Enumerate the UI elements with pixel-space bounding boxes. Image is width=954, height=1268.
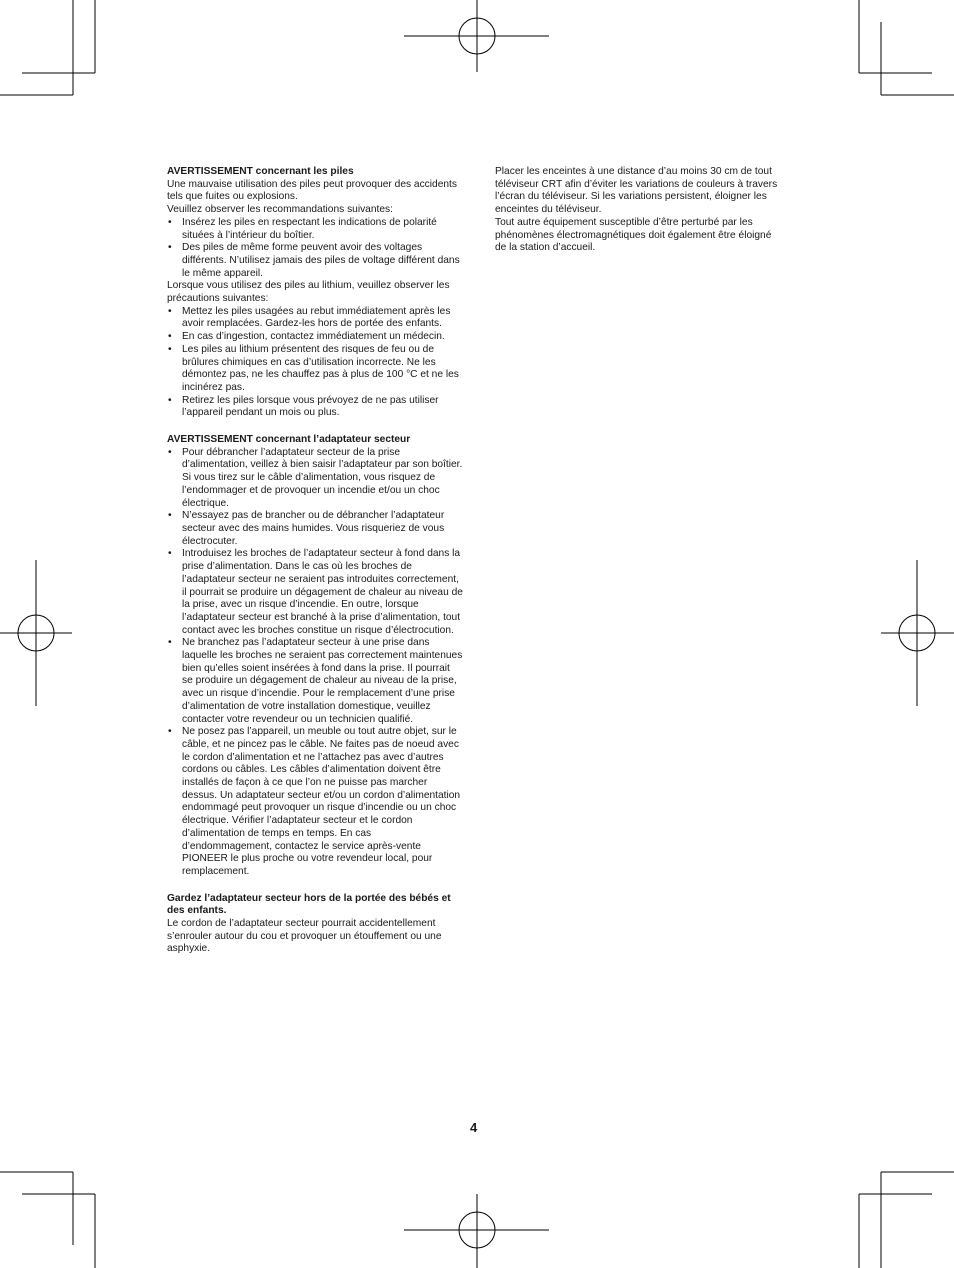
- battery-list: [167, 217, 463, 281]
- list-item: • Ne branchez pas l’adaptateur secteur à une prise dans laquelle les broches ne seraient pas correctement maintenues bien qu’elles soient insérées à fond dans la prise. Il pourrait se produire un dégagement de chaleur au niveau de la prise, avec un risque d’incendie. Pour le remplacement d’une prise d’alimentation de votre installation domestique, veuillez contacter votre revendeur ou un technicien qualifié.: [167, 637, 463, 726]
- list-item: • Introduisez les broches de l’adaptateur secteur à fond dans la prise d’alimentation. Dans le cas où les broches de l’adaptateur secteur ne seraient pas introduites correctement, il pourrait se produire un dégagement de chaleur au niveau de la prise, avec un risque d’incendie. En outre, lorsque l’adaptateur secteur est branché à la prise d’alimentation, tout contact avec les broches constitue un risque d’électrocution.: [167, 548, 463, 637]
- list-item: • Retirez les piles lorsque vous prévoyez de ne pas utiliser l’appareil pendant un mois ou plus.: [167, 395, 463, 420]
- list-item: • Des piles de même forme peuvent avoir des voltages différents. N’utilisez jamais des piles de voltage différent dans le même appareil.: [167, 242, 463, 280]
- left-column: [167, 166, 463, 956]
- paragraph: Placer les enceintes à une distance d’au moins 30 cm de tout téléviseur CRT afin d’éviter les variations de couleurs à travers l’écran du téléviseur. Si les variations persistent, éloigner les enceintes du téléviseur.: [495, 166, 778, 216]
- paragraph: Une mauvaise utilisation des piles peut provoquer des accidents tels que fuites ou explosions.: [167, 178, 457, 203]
- list-item: • En cas d’ingestion, contactez immédiatement un médecin.: [167, 331, 463, 344]
- paragraph: Le cordon de l’adaptateur secteur pourrait accidentellement s’enrouler autour du cou et provoquer un étouffement ou une asphyxie.: [167, 918, 442, 955]
- paragraph: Tout autre équipement susceptible d’être perturbé par les phénomènes électromagnétiques doit également être éloigné de la station d’accueil.: [495, 216, 772, 254]
- list-item: • Mettez les piles usagées au rebut immédiatement après les avoir remplacées. Gardez-les hors de portée des enfants.: [167, 306, 463, 331]
- right-column: [495, 166, 785, 255]
- list-item: • N’essayez pas de brancher ou de débrancher l’adaptateur secteur avec des mains humides. Vous risqueriez de vous électrocuter.: [167, 510, 463, 548]
- list-item: • Pour débrancher l’adaptateur secteur de la prise d’alimentation, veillez à bien saisir l’adaptateur par son boîtier. Si vous tirez sur le câble d’alimentation, vous risquez de l’endommager et de provoquer un incendie et/ou un choc électrique.: [167, 447, 463, 511]
- paragraph: Veuillez observer les recommandations suivantes:: [167, 204, 393, 216]
- lithium-list: [167, 306, 463, 420]
- adapter-warning-heading: AVERTISSEMENT concernant l’adaptateur secteur: [167, 434, 411, 446]
- list-item: • Les piles au lithium présentent des risques de feu ou de brûlures chimiques en cas d’utilisation incorrecte. Ne les démontez pas, ne les chauffez pas à plus de 100 °C et ne les incinérez pas.: [167, 344, 463, 395]
- list-item: • Ne posez pas l’appareil, un meuble ou tout autre objet, sur le câble, et ne pincez pas le câble. Ne faites pas de noeud avec le cordon d’alimentation et ne l’attachez pas avec d’autres cordons ou câbles. Les câbles d’alimentation doivent être installés de façon à ce que l’on ne puisse pas marcher dessus. Un adaptateur secteur et/ou un cordon d’alimentation endommagé peut provoquer un risque d’incendie ou un choc électrique. Vérifier l’adaptateur secteur et le cordon d’alimentation de temps en temps. En cas d’endommagement, contactez le service après-vente PIONEER le plus proche ou votre revendeur local, pour remplacement.: [167, 726, 463, 878]
- paragraph: Lorsque vous utilisez des piles au lithium, veuillez observer les précautions suivantes:: [167, 280, 450, 305]
- page-number: 4: [470, 1120, 478, 1135]
- children-warning-heading: Gardez l’adaptateur secteur hors de la portée des bébés et des enfants.: [167, 892, 451, 917]
- adapter-list: [167, 447, 463, 879]
- battery-warning-heading: AVERTISSEMENT concernant les piles: [167, 166, 354, 177]
- list-item: • Insérez les piles en respectant les indications de polarité situées à l’intérieur du boîtier.: [167, 217, 463, 242]
